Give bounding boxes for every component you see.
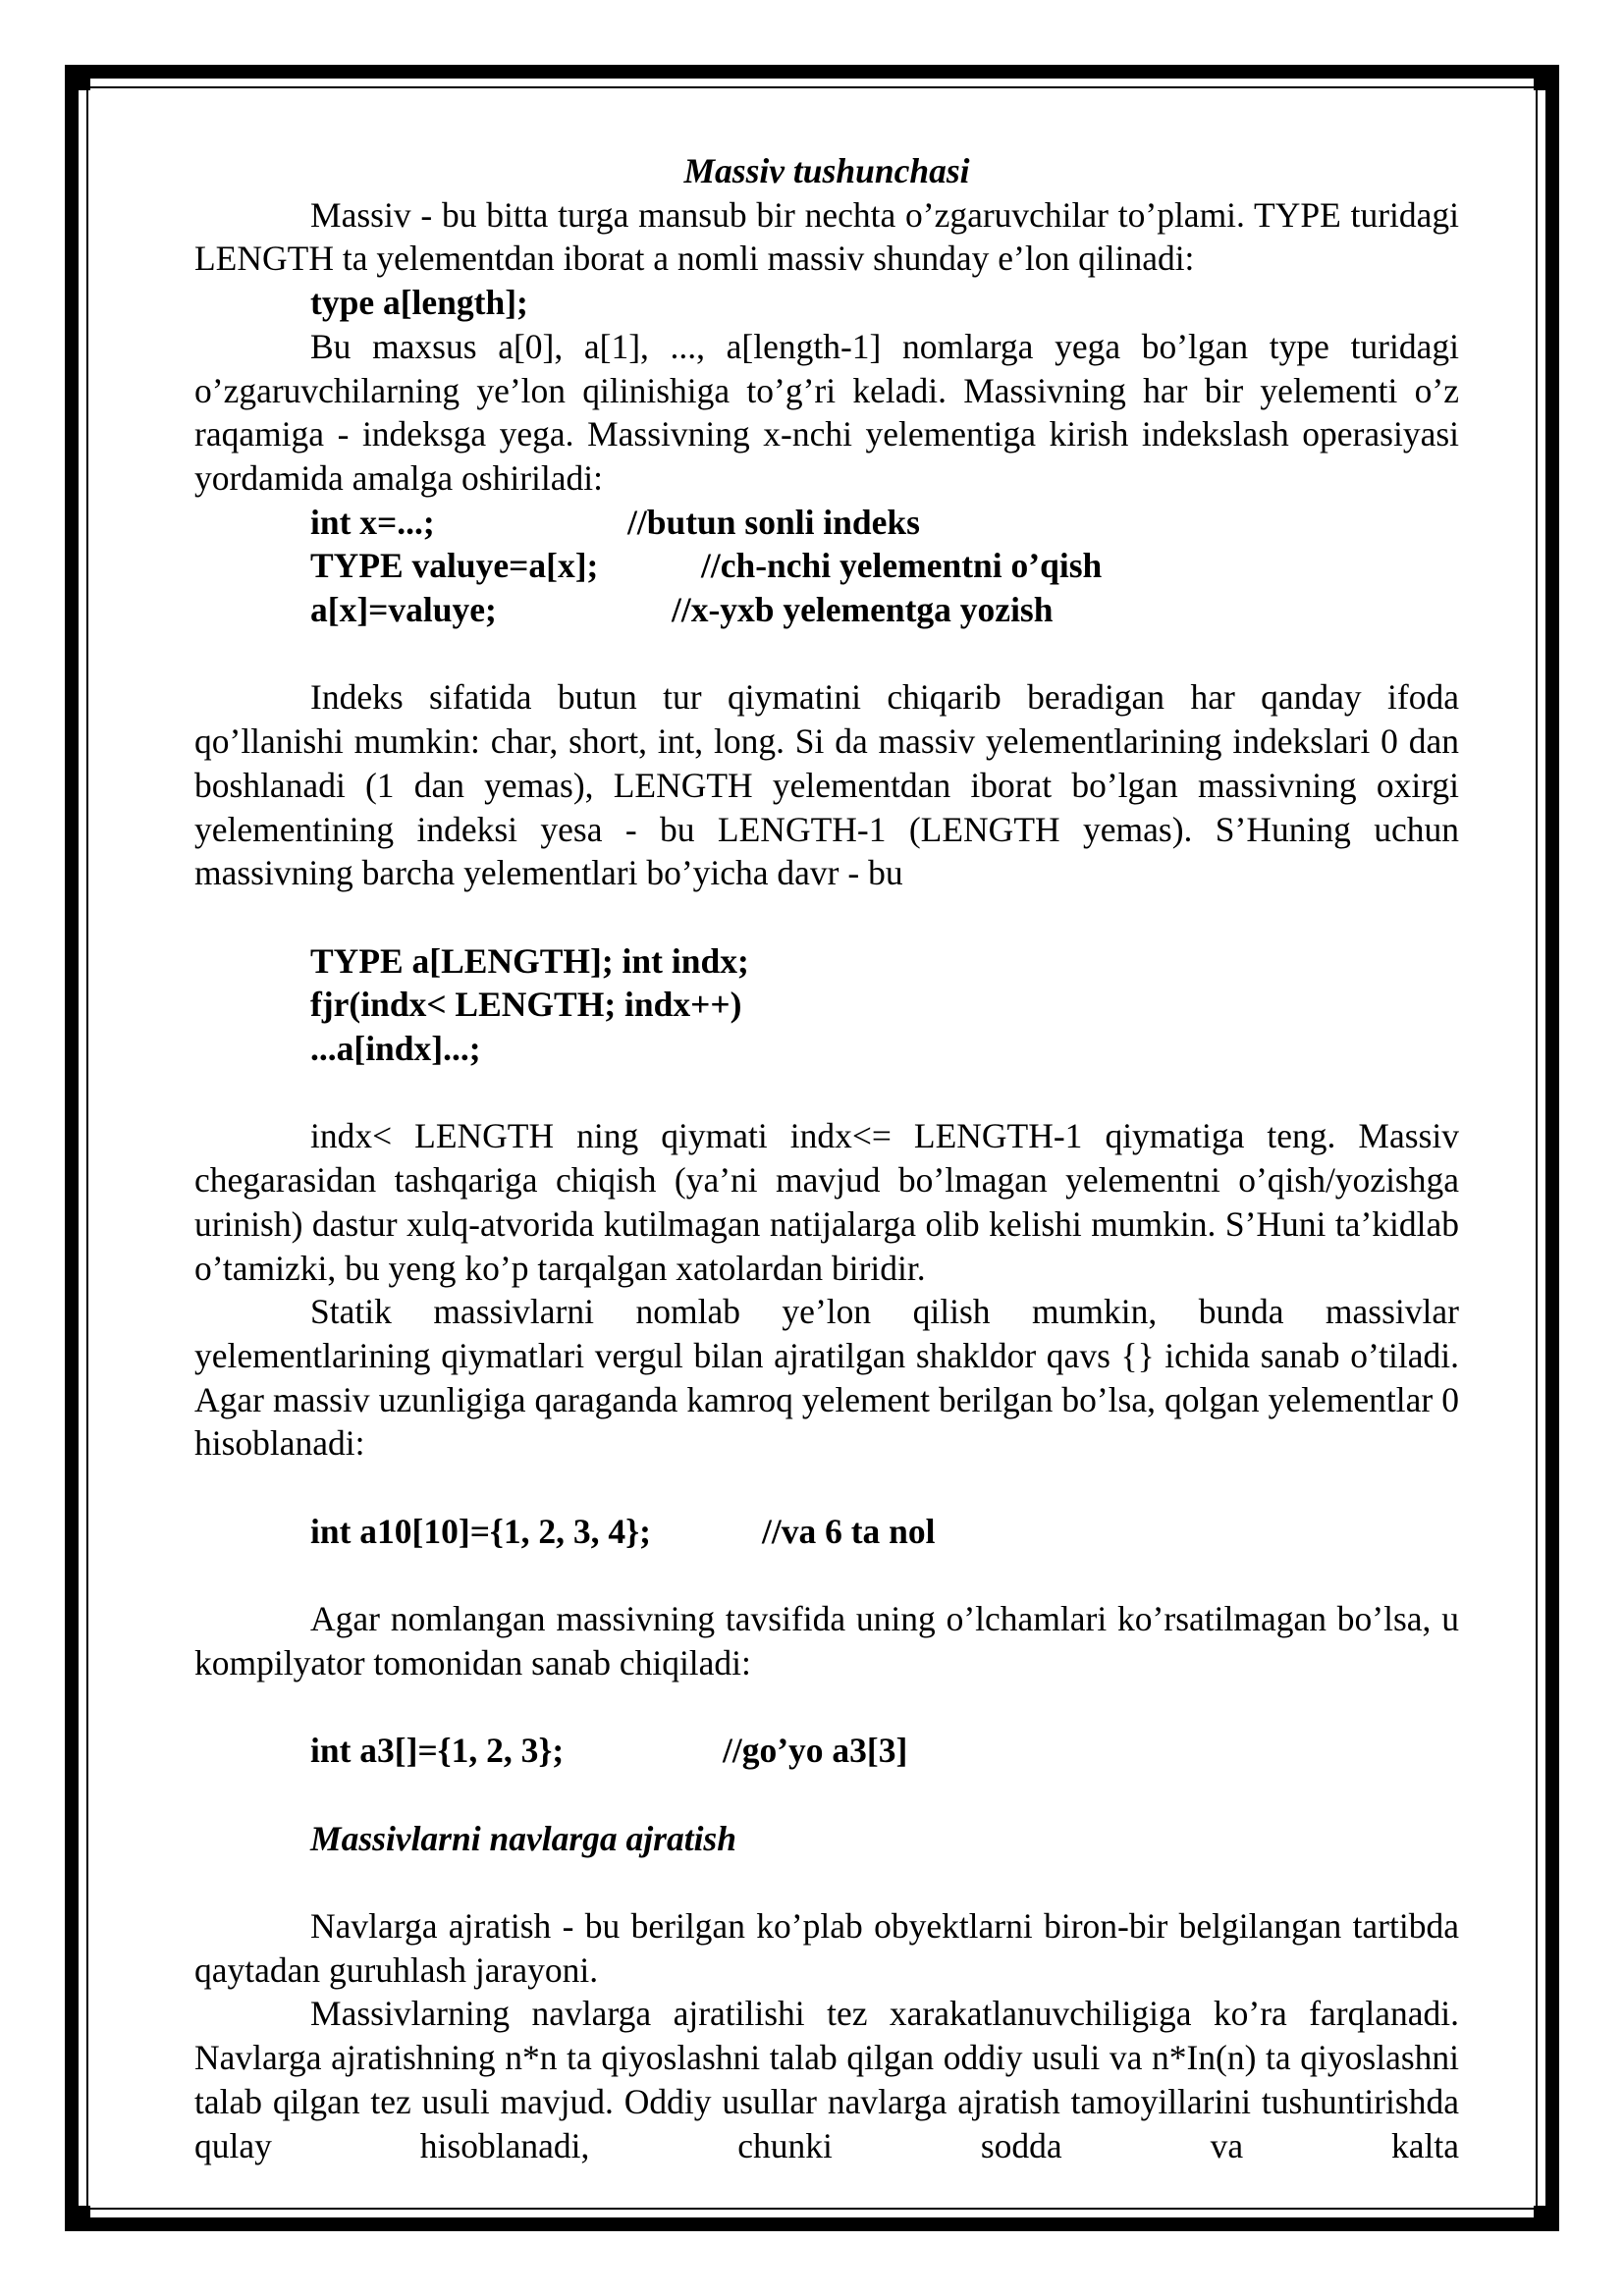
paragraph-1: Massiv - bu bitta turga mansub bir nechta o’zgaruvchilar to’plami. TYPE turidagi LENGTH ta yelementdan iborat a nomli massiv shunday e’lon qilinadi: [194,194,1459,279]
paragraph-6: Agar nomlangan massivning tavsifida uning o’lchamlari ko’rsatilmagan bo’lsa, u kompilyator tomonidan sanab chiqiladi: [194,1599,1459,1682]
code-line: ...a[indx]...; [310,1029,481,1069]
code-line [194,1510,1459,1554]
code-line [194,544,1459,588]
code-line-declaration: type a[length]; [310,283,528,323]
code-line: TYPE a[LENGTH]; int indx; [310,940,749,981]
code-comment: //va 6 ta nol [762,1511,936,1551]
paragraph-7: Navlarga ajratish - bu berilgan ko’plab obyektlarni biron-bir belgilangan tartibda qaytadan guruhlash jarayoni. [194,1906,1459,1990]
frame-corner-bottom-left [65,2206,90,2231]
paragraph-5: Statik massivlarni nomlab ye’lon qilish mumkin, bunda massivlar yelementlarining qiymatlari vergul bilan ajratilgan shakldor qavs {} ichida sanab o’tiladi. Agar massiv uzunligiga qaraganda kamroq yelement berilgan bo’lsa, qolgan yelementlar 0 hisoblanadi: [194,1292,1459,1464]
frame-corner-top-right [1534,65,1559,90]
frame-corner-top-left [65,65,90,90]
paragraph-8: Massivlarning navlarga ajratilishi tez xarakatlanuvchiligiga ko’ra farqlanadi. Navlarga ajratishning n*n ta qiyoslashni talab qilgan oddiy usuli va n*In(n) ta qiyoslashni talab qilgan tez usuli mavjud. Oddiy usullar navlarga ajratish tamoyillarini tushuntirishda qulay hisoblanadi, chunki sodda va kalta [194,1994,1459,2165]
code-line: fjr(indx< LENGTH; indx++) [310,985,742,1025]
code-statement: TYPE valuye=a[x]; [310,546,599,586]
code-statement: int a3[]={1, 2, 3}; [310,1731,565,1771]
code-line [194,588,1459,632]
paragraph-4: indx< LENGTH ning qiymati indx<= LENGTH-1 qiymatiga teng. Massiv chegarasidan tashqariga chiqish (ya’ni mavjud bo’lmagan yelementni o’qish/yozishga urinish) dastur xulq-atvorida kutilmagan natijalarga olib kelishi mumkin. S’Huni ta’kidlab o’tamizki, bu yeng ko’p tarqalgan xatolardan biridir. [194,1116,1459,1288]
code-statement: int a10[10]={1, 2, 3, 4}; [310,1511,651,1551]
code-statement: a[x]=valuye; [310,590,497,630]
section-subtitle: Massivlarni navlarga ajratish [310,1818,736,1858]
code-comment: //x-yxb yelementga yozish [672,590,1054,630]
code-comment: //ch-nchi yelementni o’qish [701,546,1103,586]
code-line [194,501,1459,545]
code-statement: int x=...; [310,502,435,542]
section-title: Massiv tushunchasi [683,151,970,190]
paragraph-2: Bu maxsus a[0], a[1], ..., a[length-1] nomlarga yega bo’lgan type turidagi o’zgaruvchilarning ye’lon qilinishiga to’g’ri keladi. Massivning har bir yelementi o’z raqamiga - indeksga yega. Massivning x-nchi yelementiga kirish indekslash operasiyasi yordamida amalga oshiriladi: [194,326,1459,498]
code-comment: //butun sonli indeks [627,502,920,542]
paragraph-3: Indeks sifatida butun tur qiymatini chiqarib beradigan har qanday ifoda qo’llanishi mumkin: char, short, int, long. Si da massiv yelementlarining indekslari 0 dan boshlanadi (1 dan yemas), LENGTH yelementdan iborat bo’lgan massivning oxirgi yelementining indeksi yesa - bu LENGTH-1 (LENGTH yemas). S’Huning uchun massivning barcha yelementlari bo’yicha davr - bu [194,677,1459,893]
document-body [194,149,1459,2167]
code-line [194,1729,1459,1773]
code-comment: //go’yo a3[3] [723,1731,908,1771]
frame-corner-bottom-right [1534,2206,1559,2231]
